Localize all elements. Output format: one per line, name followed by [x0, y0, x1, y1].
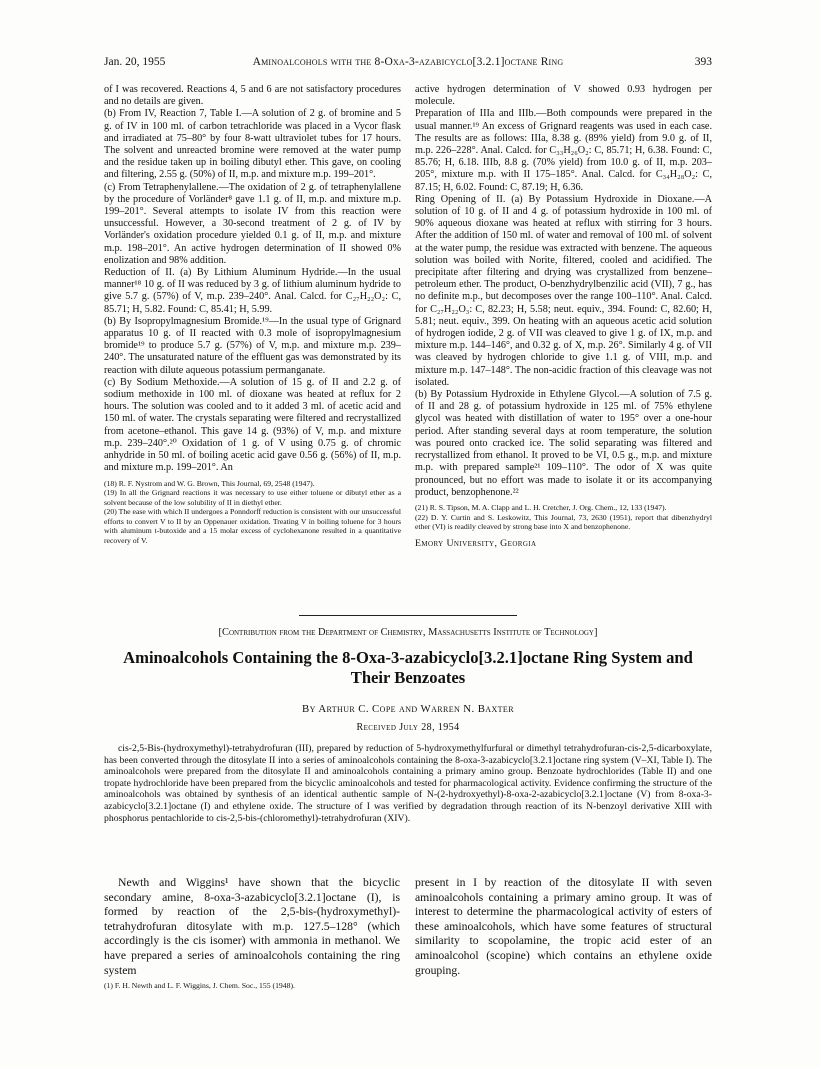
footnote: (18) R. F. Nystrom and W. G. Brown, This Journal, 69, 2548 (1947).	[104, 478, 315, 488]
right-paragraph: Preparation of IIIa and IIIb.—Both compounds were prepared in the usual manner.¹⁹ An excess of Grignard reagents was used in each case. The results are as follows: IIIa, 8.38 g. (89% yield) from 9.0 g. of II, m.p. 226–228°. Anal. Calcd. for C₃₃H₂₆O₂: C, 85.71; H, 6.38. Found: C, 85.76; H, 6.18. IIIb, 8.8 g. (70% yield) from 10.0 g. of II, m.p. 203–205°, mixture m.p. with II 175–185°. Anal. Calcd. for C₃₄H₂₈O₂: C, 87.15; H, 6.02. Found: C, 87.19; H, 6.36.	[415, 108, 712, 193]
section-divider	[299, 615, 517, 616]
right-paragraph: (b) By Potassium Hydroxide in Ethylene Glycol.—A solution of 7.5 g. of II and 28 g. of potassium hydroxide in 125 ml. of 75% ethylene glycol was heated with distillation of water to 195° over a one-hour period. After standing several days at room temperature, the solution was poured onto cracked ice. The solid separating was filtered and recrystallized from ethanol. It proved to be VI, 0.5 g., m.p. and mixture m.p. with prepared sample²¹ 109–110°. The odor of X was quite pronounced, but no effort was made to isolate it or its accompanying product, benzophenone.²²	[415, 389, 712, 498]
footnote: (20) The ease with which II undergoes a Ponndorff reduction is consistent with our unsuccessful efforts to convert V to II by an Oppenauer oxidation. Treating V in boiling toluene for 3 hours with aluminum t-butoxide and a 15 molar excess of cyclohexanone resulted in a quantitative recovery of V.	[104, 507, 401, 546]
header-date: Jan. 20, 1955	[104, 56, 166, 68]
footnote: (22) D. Y. Curtin and S. Leskowitz, This Journal, 73, 2630 (1951), report that dibenzhydryl ether (VI) is readily cleaved by strong base into X and benzophenone.	[415, 512, 712, 532]
intro-paragraph: Newth and Wiggins¹ have shown that the bicyclic secondary amine, 8-oxa-3-azabicyclo[3.2.1]octane (I), is formed by reaction of the 2,5-bis-(hydroxymethyl)-tetrahydrofuran ditosylate with m.p. 127.5–128° (which accordingly is the cis isomer) with ammonia in methanol. We have prepared a series of aminoalcohols containing the ring system	[104, 876, 400, 977]
left-paragraph: (b) From IV, Reaction 7, Table I.—A solution of 2 g. of bromine and 5 g. of IV in 100 ml. of carbon tetrachloride was placed in a Vycor flask and irradiated at 75–80° by four 8-watt ultraviolet tubes for 17 hours. The solvent and unreacted bromine were removed at the water pump and the residue taken up in boiling dibutyl ether. This gave, on cooling and filtering, 2.55 g. (50%) of II, m.p. and mixture m.p. 199–201°.	[104, 108, 401, 181]
received-date: Received July 28, 1954	[356, 722, 460, 733]
footnote: (19) In all the Grignard reactions it was necessary to use either toluene or dibutyl ether as a solvent because of the low solubility of II in diethyl ether.	[104, 488, 401, 507]
right-footnotes	[415, 503, 712, 532]
left-paragraph: (c) From Tetraphenylallene.—The oxidation of 2 g. of tetraphenylallene by the procedure of Vorländer⁸ gave 1.1 g. of II, m.p. and mixture m.p. 199–201°. Several attempts to isolate IV from this reaction were unsuccessful. However, a 30-second treatment of 2 g. of IV by Vorländer's oxidation procedure yielded 0.1 g. of II, m.p. and mixture m.p. 198–201°. An active hydrogen determination of II showed 0% enolization and 98% addition.	[104, 181, 401, 266]
affiliation: Emory University, Georgia	[415, 537, 537, 549]
right-paragraph: Ring Opening of II. (a) By Potassium Hydroxide in Dioxane.—A solution of 10 g. of II and 4 g. of potassium hydroxide in 100 ml. of 90% aqueous dioxane was heated at reflux with stirring for 3 hours. After the addition of 150 ml. of water and removal of 100 ml. of solvent at the water pump, the residue was extracted with benzene. The aqueous solution was boiled with Norite, filtered, cooled and acidified. The precipitate after filtering and drying was crystallized from benzene–petroleum ether. The product, O-benzhydrylbenzilic acid (VII), 7 g., has no definite m.p., but decomposes over the range 100–110°. Anal. Calcd. for C₂₇H₂₂O₃: C, 82.23; H, 5.58; neut. equiv., 394. Found: C, 82.60; H, 5.81; neut. equiv., 399. On heating with an aqueous acetic acid solution of hydrogen iodide, 2 g. of VII was cleaved to give 1 g. of IX, m.p. and mixture m.p. 144–146°, and 0.32 g. of X, m.p. 26°. Similarly 4 g. of VII was cleaved by hydrogen chloride to give 1.1 g. of VIII, m.p. and mixture m.p. 147–148°. The non-acidic fraction of this cleavage was not isolated.	[415, 193, 712, 388]
left-paragraph: (c) By Sodium Methoxide.—A solution of 15 g. of II and 2.2 g. of sodium methoxide in 100 ml. of dioxane was heated at reflux for 2 hours. The solution was cooled and to it added 3 ml. of acetic acid and 150 ml. of water. The crystals separating were filtered and recrystallized from acetone–ethanol. This gave 14 g. (93%) of V, m.p. and mixture m.p. 239–240°.²⁰ Oxidation of 1 g. of V using 0.75 g. of chromic anhydride in 50 ml. of boiling acetic acid gave 0.56 g. (56%) of II, m.p. and mixture m.p. 199–201°. An	[104, 376, 401, 474]
article-authors: By Arthur C. Cope and Warren N. Baxter	[302, 703, 514, 715]
contribution-line: [Contribution from the Department of Chemistry, Massachusetts Institute of Technology]	[218, 627, 598, 638]
left-paragraph: of I was recovered. Reactions 4, 5 and 6 are not satisfactory procedures and no details are given.	[104, 84, 401, 108]
body-right	[415, 876, 712, 978]
header-page-number: 393	[694, 56, 712, 68]
intro-paragraph-continued: present in I by reaction of the ditosylate II with seven aminoalcohols containing a primary amino group. It was of interest to determine the pharmacological activity of esters of these aminoalcohols, which have some features of structural similarity to scopolamine, the tropic acid ester of an aminoalcohol (scopine) which contains an ethylene oxide grouping.	[415, 876, 712, 977]
left-paragraph: (b) By Isopropylmagnesium Bromide.¹⁹—In the usual type of Grignard apparatus 10 g. of II reacted with 0.3 mole of isopropylmagnesium bromide¹⁹ to produce 5.7 g. (57%) of V, m.p. and mixture m.p. 239–240°. The unsaturated nature of the effluent gas was demonstrated by its reaction with dilute aqueous potassium permanganate.	[104, 315, 401, 376]
left-paragraph: Reduction of II. (a) By Lithium Aluminum Hydride.—In the usual manner¹⁸ 10 g. of II was reduced by 3 g. of lithium aluminum hydride to give 5.7 g. (57%) of V, m.p. 239–240°. Anal. Calcd. for C₂₇H₂₂O₂: C, 85.71; H, 5.82. Found: C, 85.41; H, 5.99.	[104, 267, 401, 315]
left-column	[104, 84, 401, 546]
header-running-title: Aminoalcohols with the 8-Oxa-3-azabicyclo[3.2.1]octane Ring	[252, 56, 564, 68]
right-paragraph: active hydrogen determination of V showed 0.93 hydrogen per molecule.	[415, 84, 712, 108]
footnote-1: (1) F. H. Newth and L. F. Wiggins, J. Chem. Soc., 155 (1948).	[104, 981, 295, 991]
running-header	[104, 56, 712, 72]
article-title: Aminoalcohols Containing the 8-Oxa-3-azabicyclo[3.2.1]octane Ring System and Their Benzoates	[123, 648, 693, 687]
abstract-text: cis-2,5-Bis-(hydroxymethyl)-tetrahydrofuran (III), prepared by reduction of 5-hydroxymethylfurfural or dimethyl tetrahydrofuran-cis-2,5-dicarboxylate, has been converted through the ditosylate II into a series of aminoalcohols containing the 8-oxa-3-azabicyclo[3.2.1]octane ring system (V–XI, Table I). The aminoalcohols were prepared from the ditosylate II and aminoalcohols containing a primary amino group. Benzoate hydrochlorides (Table II) and one tropate hydrochloride have been prepared from the bicyclic aminoalcohols and tested for pharmacological activity. Evidence confirming the structure of the aminoalcohols was obtained by synthesis of an identical authentic sample of N-(2-hydroxyethyl)-8-oxa-2-azabicyclo[3.2.1]octane (V) from 8-oxa-3-azabicyclo[3.2.1]octane (I) and ethylene oxide. The structure of I was verified by degradation through reaction of its N-benzoyl derivative XIII with phosphorus pentachloride to cis-2,5-bis-(chloromethyl)-tetrahydrofuran (XIV).	[104, 743, 712, 824]
footnote: (21) R. S. Tipson, M. A. Clapp and L. H. Cretcher, J. Org. Chem., 12, 133 (1947).	[415, 502, 667, 512]
body-left	[104, 876, 400, 991]
left-footnotes	[104, 479, 401, 546]
right-column	[415, 84, 712, 550]
abstract	[104, 743, 712, 824]
